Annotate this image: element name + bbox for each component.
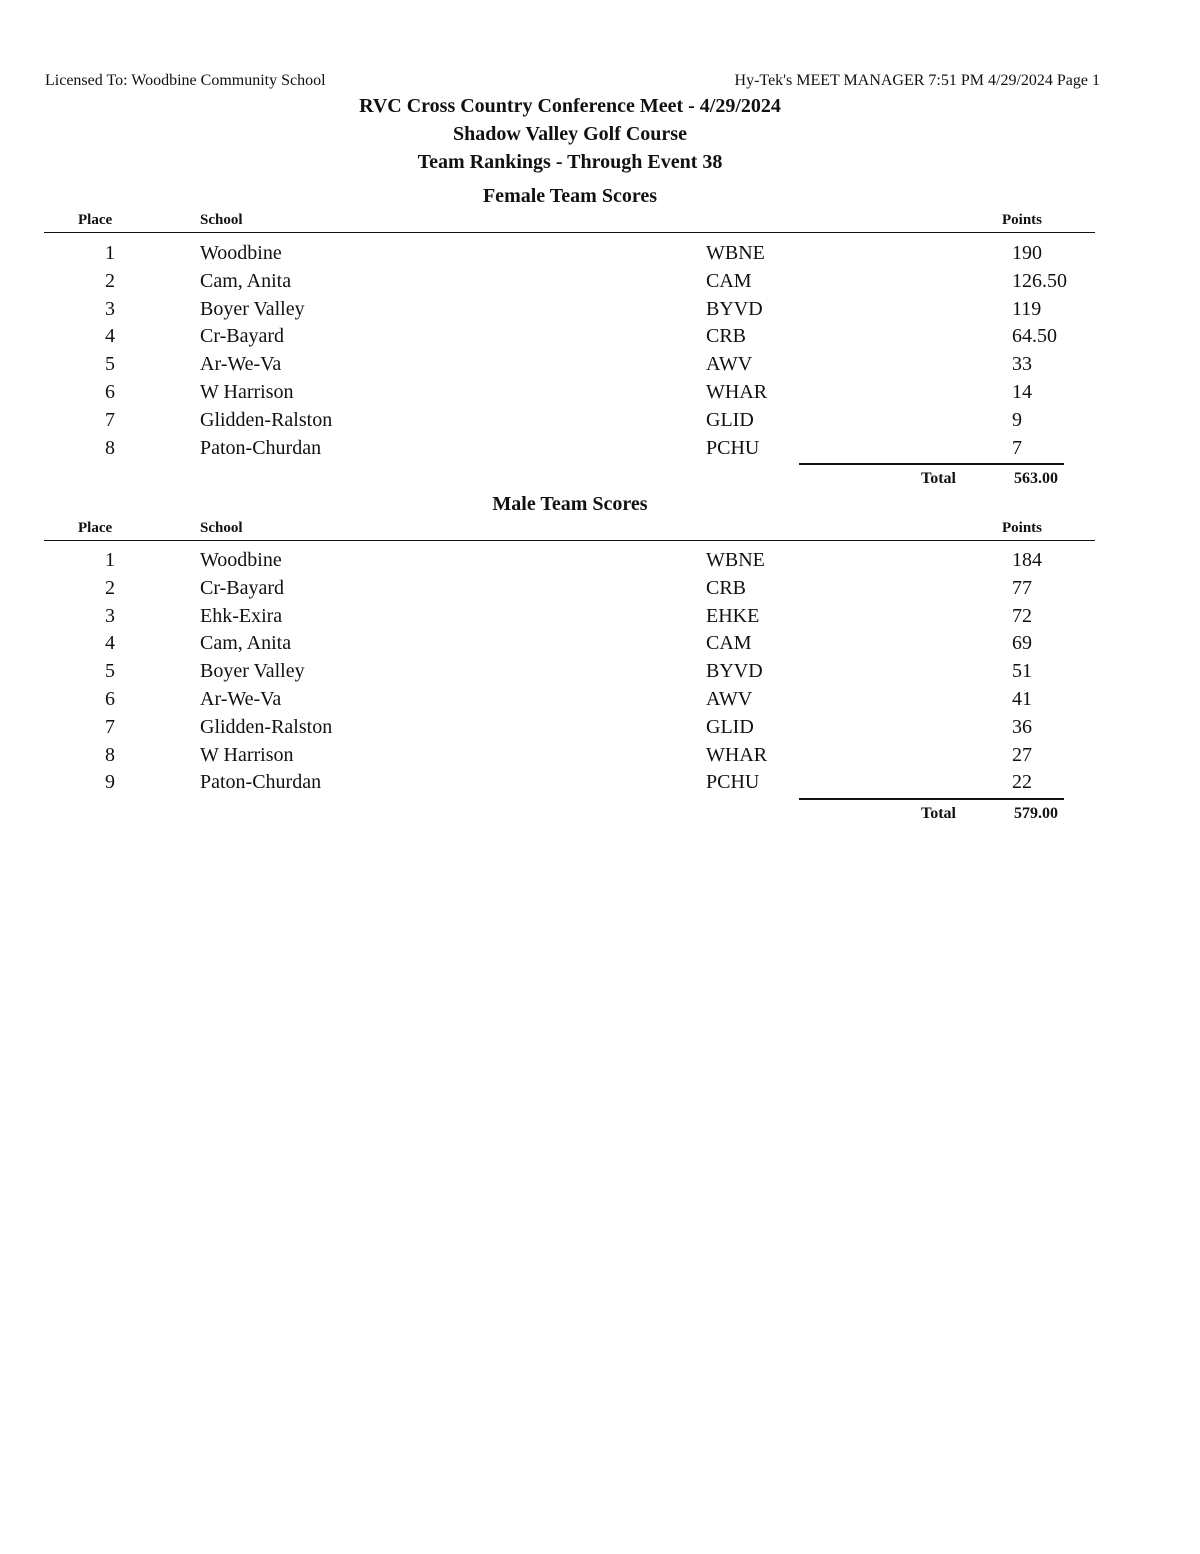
points-cell: 41 [1012, 688, 1032, 710]
place-cell: 3 [105, 297, 115, 320]
female-sum-rule [799, 463, 1064, 465]
school-cell: W Harrison [200, 381, 294, 403]
venue-title: Shadow Valley Golf Course [453, 123, 687, 145]
table-row [0, 632, 1200, 660]
points-cell: 77 [1012, 576, 1032, 599]
table-row [0, 605, 1200, 633]
place-cell: 3 [105, 604, 115, 627]
ranking-title: Team Rankings - Through Event 38 [417, 151, 723, 173]
school-cell: Woodbine [200, 242, 282, 264]
code-cell: PCHU [706, 771, 760, 794]
school-cell: Cam, Anita [200, 269, 292, 292]
female-section-title: Female Team Scores [482, 185, 658, 207]
table-row [0, 353, 1200, 381]
points-cell: 22 [1012, 771, 1032, 794]
male-points-header: Points [1002, 520, 1043, 536]
points-cell: 64.50 [1012, 325, 1057, 348]
school-cell: Cr-Bayard [200, 576, 285, 599]
table-row [0, 409, 1200, 437]
points-cell: 126.50 [1012, 269, 1067, 292]
school-cell: Ar-We-Va [200, 688, 282, 710]
school-cell: Boyer Valley [200, 297, 305, 320]
table-row [0, 381, 1200, 409]
meet-title: RVC Cross Country Conference Meet - 4/29/2024 [359, 95, 781, 117]
code-cell: GLID [706, 715, 754, 738]
place-cell: 2 [105, 576, 115, 599]
points-cell: 119 [1012, 297, 1042, 320]
place-cell: 6 [105, 688, 115, 710]
place-cell: 4 [105, 632, 115, 655]
code-cell: PCHU [706, 436, 760, 459]
table-row [0, 298, 1200, 326]
school-cell: Paton-Churdan [200, 771, 322, 794]
table-row [0, 549, 1200, 577]
points-cell: 184 [1012, 549, 1042, 571]
school-cell: Ehk-Exira [200, 604, 283, 627]
female-total-value: 563.00 [1014, 470, 1058, 487]
points-cell: 72 [1012, 604, 1032, 627]
table-row [0, 660, 1200, 688]
points-cell: 14 [1012, 381, 1032, 403]
software-stamp: Hy-Tek's MEET MANAGER 7:51 PM 4/29/2024 Page 1 [734, 72, 1100, 89]
school-cell: Glidden-Ralston [200, 408, 333, 431]
female-header-rule [44, 232, 1095, 233]
table-row [0, 242, 1200, 270]
code-cell: BYVD [706, 297, 763, 320]
table-row [0, 716, 1200, 744]
place-cell: 1 [105, 549, 115, 571]
code-cell: WBNE [706, 549, 765, 571]
school-cell: Cr-Bayard [200, 325, 285, 348]
table-row [0, 744, 1200, 772]
place-cell: 5 [105, 660, 115, 683]
code-cell: EHKE [706, 604, 760, 627]
male-place-header: Place [78, 520, 113, 536]
school-cell: Woodbine [200, 549, 282, 571]
code-cell: WBNE [706, 242, 765, 264]
male-section-title: Male Team Scores [492, 493, 648, 515]
female-place-header: Place [78, 212, 113, 228]
place-cell: 7 [105, 715, 115, 738]
school-cell: Ar-We-Va [200, 353, 282, 376]
place-cell: 7 [105, 408, 115, 431]
table-row [0, 437, 1200, 465]
male-school-header: School [200, 520, 243, 536]
school-cell: W Harrison [200, 743, 294, 766]
code-cell: GLID [706, 408, 754, 431]
points-cell: 33 [1012, 353, 1032, 376]
place-cell: 8 [105, 436, 115, 459]
place-cell: 2 [105, 269, 115, 292]
points-cell: 190 [1012, 242, 1042, 264]
female-points-header: Points [1002, 212, 1043, 228]
table-row [0, 325, 1200, 353]
school-cell: Boyer Valley [200, 660, 305, 683]
license-text: Licensed To: Woodbine Community School [45, 72, 326, 89]
code-cell: CRB [706, 576, 747, 599]
place-cell: 4 [105, 325, 115, 348]
school-cell: Paton-Churdan [200, 436, 322, 459]
points-cell: 9 [1012, 408, 1022, 431]
code-cell: WHAR [706, 743, 768, 766]
place-cell: 6 [105, 381, 115, 403]
points-cell: 69 [1012, 632, 1032, 655]
male-total-value: 579.00 [1014, 805, 1058, 822]
points-cell: 7 [1012, 436, 1022, 459]
school-cell: Cam, Anita [200, 632, 292, 655]
code-cell: CAM [706, 269, 752, 292]
table-row [0, 688, 1200, 716]
code-cell: CRB [706, 325, 747, 348]
points-cell: 51 [1012, 660, 1032, 683]
table-row [0, 270, 1200, 298]
place-cell: 5 [105, 353, 115, 376]
place-cell: 9 [105, 771, 115, 794]
code-cell: BYVD [706, 660, 763, 683]
points-cell: 36 [1012, 715, 1032, 738]
code-cell: AWV [706, 688, 753, 710]
table-row [0, 771, 1200, 799]
male-header-rule [44, 540, 1095, 541]
female-total-label: Total [921, 470, 956, 487]
table-row [0, 577, 1200, 605]
code-cell: AWV [706, 353, 753, 376]
school-cell: Glidden-Ralston [200, 715, 333, 738]
place-cell: 8 [105, 743, 115, 766]
code-cell: CAM [706, 632, 752, 655]
code-cell: WHAR [706, 381, 768, 403]
female-school-header: School [200, 212, 243, 228]
male-total-label: Total [921, 805, 956, 822]
place-cell: 1 [105, 242, 115, 264]
male-sum-rule [799, 798, 1064, 800]
points-cell: 27 [1012, 743, 1032, 766]
